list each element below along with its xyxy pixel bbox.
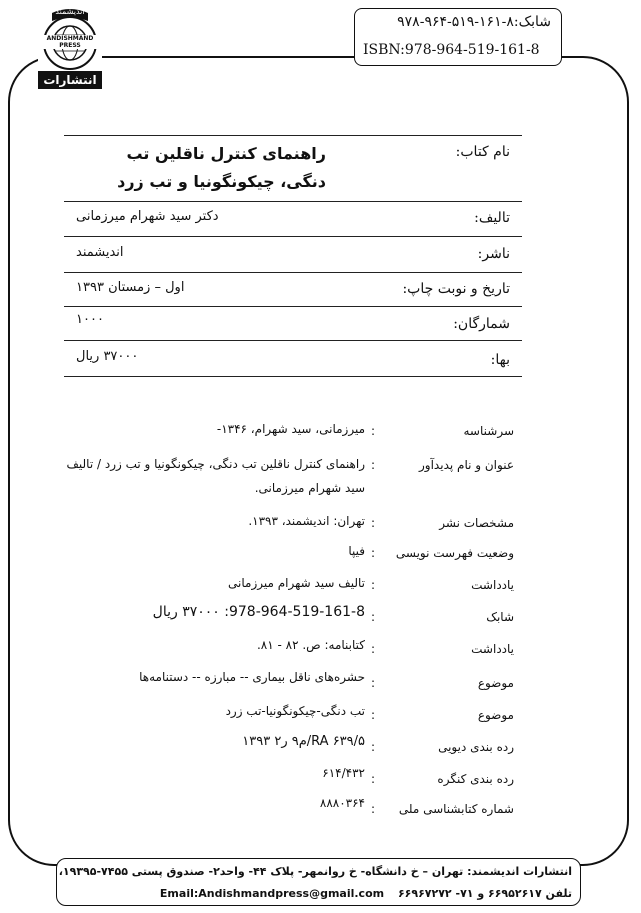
publisher-footer xyxy=(56,858,581,906)
catalog-key: موضوع xyxy=(477,676,514,690)
info-row-title xyxy=(64,135,522,202)
logo-top-text: اندیشمند xyxy=(55,7,85,16)
catalog-colon: : xyxy=(371,708,376,722)
catalog-key: وضعیت فهرست نویسی xyxy=(395,546,514,560)
catalog-key: رده بندی کنگره xyxy=(437,772,514,786)
catalog-key: عنوان و نام پدیدآور xyxy=(419,458,514,472)
publisher-contact xyxy=(160,887,572,900)
catalog-colon: : xyxy=(371,424,376,438)
info-label: نام کتاب: xyxy=(455,144,510,160)
isbn-english: ISBN:978-964-519-161-8 xyxy=(363,42,540,58)
catalog-key: یادداشت xyxy=(471,578,514,592)
catalog-value: تب دنگی-چیکونگونیا-تب زرد xyxy=(225,704,365,718)
catalog-key: شابک xyxy=(486,610,514,624)
catalog-key: مشخصات نشر xyxy=(439,516,514,530)
catalog-key: شماره کتابشناسی ملی xyxy=(398,802,514,816)
info-label: تالیف: xyxy=(474,210,510,226)
catalog-colon: : xyxy=(371,516,376,530)
catalog-key: سرشناسه xyxy=(463,424,514,438)
info-label: بها: xyxy=(490,352,510,368)
info-row-price xyxy=(64,340,522,377)
catalog-colon: : xyxy=(371,610,376,624)
catalog-colon: : xyxy=(371,546,376,560)
catalog-value: ۸۸۸۰۳۶۴ xyxy=(319,796,365,810)
catalog-value: حشره‌های ناقل بیماری -- مبارزه -- دستنامه‌ها xyxy=(139,670,365,684)
publisher-phone: تلفن ۶۶۹۵۲۶۱۷ و ۷۱- ۶۶۹۶۷۲۷۲ xyxy=(397,887,572,900)
info-row-edition xyxy=(64,272,522,307)
info-value: ۱۰۰۰ xyxy=(76,312,104,327)
info-row-circulation xyxy=(64,306,522,341)
book-title: راهنمای کنترل ناقلین تب دنگی، چیکونگونیا و تب زرد xyxy=(117,144,326,191)
publisher-logo xyxy=(38,5,102,87)
logo-label: انتشارات xyxy=(38,71,102,89)
catalog-colon: : xyxy=(371,578,376,592)
catalog-value: راهنمای کنترل ناقلین تب دنگی، چیکونگونیا و تب زرد / تالیف سید شهرام میرزمانی. xyxy=(66,457,365,495)
info-row-publisher xyxy=(64,236,522,273)
info-value: اول – زمستان ۱۳۹۳ xyxy=(76,280,185,295)
info-value: ۳۷۰۰۰ ریال xyxy=(76,349,139,364)
catalog-colon: : xyxy=(371,676,376,690)
catalog-key: یادداشت xyxy=(471,642,514,656)
catalog-key: رده بندی دیویی xyxy=(438,740,514,754)
catalog-value: فیپا xyxy=(348,544,365,558)
info-value: اندیشمند xyxy=(76,245,124,260)
info-label: ناشر: xyxy=(477,246,510,262)
isbn-box xyxy=(354,8,562,66)
catalog-colon: : xyxy=(371,642,376,656)
catalog-colon: : xyxy=(371,802,376,816)
isbn-persian: شابک:۸-۱۶۱-۵۱۹-۹۶۴-۹۷۸ xyxy=(397,14,551,30)
catalog-colon: : xyxy=(371,772,376,786)
catalog-value: کتابنامه: ص. ۸۲ - ۸۱. xyxy=(256,638,365,652)
info-row-author xyxy=(64,200,522,237)
catalog-key: موضوع xyxy=(477,708,514,722)
catalog-value: تهران: اندیشمند، ۱۳۹۳. xyxy=(248,514,365,528)
info-label: شمارگان: xyxy=(453,316,510,332)
info-label: تاریخ و نوبت چاپ: xyxy=(402,281,510,297)
catalog-value: ۶۱۴/۴۳۲ xyxy=(322,766,365,780)
publisher-address: انتشارات اندیشمند: تهران – خ دانشگاه- خ روانمهر- پلاک ۴۴- واحد۲- صندوق پستی ۷۴۵۵-۱۹۳۹۵، xyxy=(58,865,572,878)
catalog-colon: : xyxy=(371,740,376,754)
publisher-email: Email:Andishmandpress@gmail.com xyxy=(159,887,385,900)
catalog-value: RA ۶۳۹/۵/م۹ ر۲ ۱۳۹۳ xyxy=(242,734,365,749)
catalog-colon: : xyxy=(371,458,376,472)
logo-ring-text: ANDISHMAND PRESS xyxy=(40,35,100,49)
catalog-value: 978-964-519-161-8: ۳۷۰۰۰ ریال xyxy=(152,604,365,620)
catalog-value: میرزمانی، سید شهرام، ۱۳۴۶- xyxy=(216,422,365,436)
catalog-value: تالیف سید شهرام میرزمانی xyxy=(228,576,365,590)
info-value: دکتر سید شهرام میرزمانی xyxy=(76,209,219,224)
